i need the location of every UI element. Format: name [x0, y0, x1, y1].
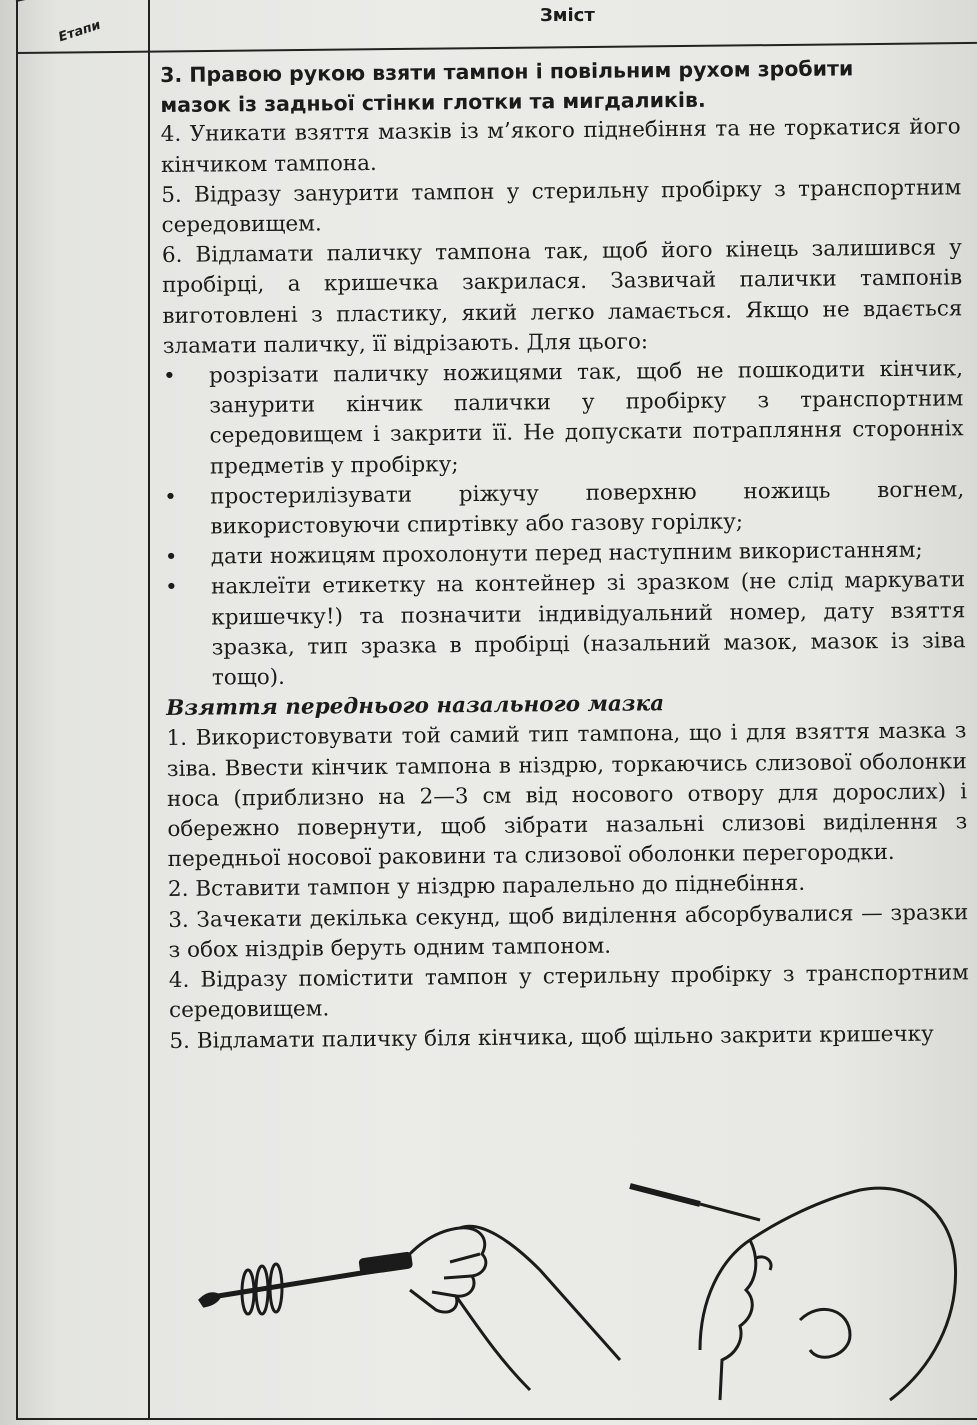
nasal-step-3: 3. Зачекати декілька секунд, щоб виділення абсорбувалися — зразки з обох ніздрів беруть одним тампоном. [168, 899, 969, 963]
nasal-step-4: 4. Відразу помістити тампон у стерильну пробірку з транспортним середовищем. [168, 960, 969, 1024]
hand-icon [360, 1226, 620, 1390]
step-3-line-2: мазок із задньої стінки глотки та мигдаликів. [160, 87, 706, 118]
bullet-icon: • [164, 545, 178, 571]
column-divider [148, 0, 150, 1418]
swab-rotation-icon [200, 1264, 380, 1314]
bullet-item [163, 354, 964, 482]
nasal-step-2: 2. Вставити тампон у ніздрю паралельно до піднебіння. [167, 871, 806, 903]
step-3-line-1: 3. Правою рукою взяти тампон і повільним рухом зробити [160, 56, 854, 87]
bullet-text: дати ножицям прохолонути перед наступним використанням; [210, 537, 923, 570]
nasal-step-1: 1. Використовувати той самий тип тампона, що і для взяття мазка з зіва. Ввести кінчик тампона в ніздрю, торкаючись слизової оболонки носа (приблизно на 2—3 см від носового отвору для дорослих) і обережно повернути, щоб зібрати назальні слизові виділення з передньої носової раковини та слизової оболонки перегородки. [166, 718, 968, 873]
stage-column-header: Етапи [56, 17, 103, 46]
swab-illustration [160, 1150, 960, 1410]
step-5: 5. Відразу занурити тампон у стерильну пробірку з транспортним середовищем. [161, 175, 962, 239]
bullet-item [165, 566, 966, 694]
content-cell [160, 52, 970, 1056]
section-heading: Взяття переднього назального мазка [166, 691, 665, 722]
step-6: 6. Відламати паличку тампона так, щоб його кінець залишився у пробірці, а кришечка закрилася. Зазвичай палички тампонів виготовлені з пластику, який легко ламається. Якщо не вдається зламати паличку, її відрізають. Для цього: [161, 235, 963, 359]
bullet-icon: • [164, 484, 178, 510]
bullet-text: наклеїти етикетку на контейнер зі зразком (не слід маркувати кришечку!) та позначити індивідуальний номер, дату взяття зразка, тип зразка в пробірці (назальний мазок, мазок із зіва тощо). [210, 567, 966, 691]
bullet-text: розрізати паличку ножицями так, щоб не пошкодити кінчик, занурити кінчик палички у пробірку з транспортним середовищем і закрити її. Не допускати потрапляння сторонніх предметів у пробірку; [208, 356, 964, 480]
content-column-header: Зміст [540, 5, 595, 26]
bullet-text: простерилізувати ріжучу поверхню ножиць вогнем, використовуючи спиртівку або газову горілку; [210, 477, 965, 540]
bullet-icon: • [162, 363, 176, 390]
nasal-step-5: 5. Відламати паличку біля кінчика, щоб щільно закрити кришечку [169, 1021, 934, 1054]
bullet-item [164, 475, 965, 543]
patient-head-icon [630, 1186, 956, 1400]
bullet-icon: • [164, 575, 178, 601]
step-4: 4. Уникати взяття мазків із м’якого піднебіння та не торкатися його кінчиком тампона. [160, 114, 961, 178]
